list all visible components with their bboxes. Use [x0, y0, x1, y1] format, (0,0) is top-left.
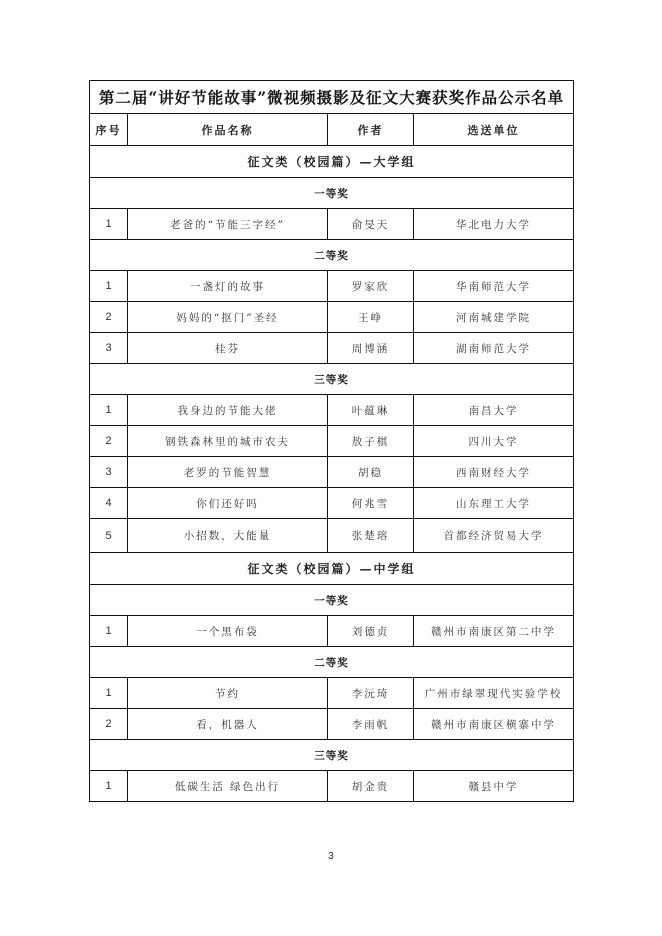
row-unit: 河南城建学院	[414, 302, 574, 333]
row-work-name: 我身边的节能大佬	[128, 395, 328, 426]
row-unit: 广州市绿翠现代实验学校	[414, 678, 574, 709]
row-index: 2	[90, 709, 128, 740]
page-number: 3	[328, 851, 334, 862]
row-index: 1	[90, 616, 128, 647]
row-index: 1	[90, 771, 128, 802]
row-work-name: 桂芬	[128, 333, 328, 364]
row-unit: 赣县中学	[414, 771, 574, 802]
column-header-author: 作者	[328, 114, 414, 146]
table-row	[90, 333, 574, 364]
prize-row	[90, 740, 574, 771]
prize-row	[90, 240, 574, 271]
row-unit: 首都经济贸易大学	[414, 519, 574, 553]
column-header-index: 序号	[90, 114, 128, 146]
table-row	[90, 771, 574, 802]
table-row	[90, 616, 574, 647]
column-header-work-name: 作品名称	[128, 114, 328, 146]
row-index: 1	[90, 271, 128, 302]
row-unit: 山东理工大学	[414, 488, 574, 519]
row-index: 1	[90, 209, 128, 240]
row-index: 3	[90, 457, 128, 488]
prize-title-third: 三等奖	[90, 740, 574, 771]
row-author: 刘德贞	[328, 616, 414, 647]
row-unit: 赣州市南康区横寨中学	[414, 709, 574, 740]
row-work-name: 低碳生活 绿色出行	[128, 771, 328, 802]
row-author: 叶蕴琳	[328, 395, 414, 426]
row-unit: 西南财经大学	[414, 457, 574, 488]
row-index: 3	[90, 333, 128, 364]
row-author: 罗家欣	[328, 271, 414, 302]
table-row	[90, 457, 574, 488]
award-list-table	[89, 80, 574, 802]
row-work-name: 妈妈的“抠门”圣经	[128, 302, 328, 333]
section-title-middle-school: 征文类（校园篇）—中学组	[90, 553, 574, 585]
row-work-name: 一个黑布袋	[128, 616, 328, 647]
table-row	[90, 678, 574, 709]
header-row	[90, 114, 574, 146]
table-row	[90, 519, 574, 553]
row-author: 张楚瑢	[328, 519, 414, 553]
row-unit: 湖南师范大学	[414, 333, 574, 364]
table-row	[90, 426, 574, 457]
row-work-name: 钢铁森林里的城市农夫	[128, 426, 328, 457]
row-author: 胡金贵	[328, 771, 414, 802]
row-author: 敖子棋	[328, 426, 414, 457]
table-row	[90, 302, 574, 333]
table-row	[90, 209, 574, 240]
row-unit: 赣州市南康区第二中学	[414, 616, 574, 647]
row-index: 1	[90, 395, 128, 426]
row-work-name: 一盏灯的故事	[128, 271, 328, 302]
prize-row	[90, 647, 574, 678]
row-unit: 四川大学	[414, 426, 574, 457]
row-unit: 华北电力大学	[414, 209, 574, 240]
section-row	[90, 553, 574, 585]
table-row	[90, 488, 574, 519]
prize-title-second: 二等奖	[90, 647, 574, 678]
row-author: 王峥	[328, 302, 414, 333]
row-work-name: 节约	[128, 678, 328, 709]
row-work-name: 看，机器人	[128, 709, 328, 740]
prize-row	[90, 364, 574, 395]
table-row	[90, 271, 574, 302]
prize-title-first: 一等奖	[90, 178, 574, 209]
table-row	[90, 709, 574, 740]
title-row	[90, 81, 574, 114]
prize-title-second: 二等奖	[90, 240, 574, 271]
row-author: 李雨帆	[328, 709, 414, 740]
table-row	[90, 395, 574, 426]
row-author: 胡稳	[328, 457, 414, 488]
prize-title-first: 一等奖	[90, 585, 574, 616]
row-unit: 南昌大学	[414, 395, 574, 426]
section-row	[90, 146, 574, 178]
row-index: 2	[90, 426, 128, 457]
column-header-unit: 选送单位	[414, 114, 574, 146]
row-index: 5	[90, 519, 128, 553]
prize-row	[90, 585, 574, 616]
document-title: 第二届“讲好节能故事”微视频摄影及征文大赛获奖作品公示名单	[90, 81, 574, 114]
section-title-university: 征文类（校园篇）—大学组	[90, 146, 574, 178]
row-unit: 华南师范大学	[414, 271, 574, 302]
row-work-name: 老爸的“节能三字经”	[128, 209, 328, 240]
row-author: 周博涵	[328, 333, 414, 364]
row-author: 李沅琦	[328, 678, 414, 709]
row-author: 俞旻天	[328, 209, 414, 240]
row-work-name: 老罗的节能智慧	[128, 457, 328, 488]
row-index: 4	[90, 488, 128, 519]
row-author: 何兆雪	[328, 488, 414, 519]
row-index: 2	[90, 302, 128, 333]
prize-row	[90, 178, 574, 209]
row-index: 1	[90, 678, 128, 709]
prize-title-third: 三等奖	[90, 364, 574, 395]
row-work-name: 你们还好吗	[128, 488, 328, 519]
row-work-name: 小招数，大能量	[128, 519, 328, 553]
